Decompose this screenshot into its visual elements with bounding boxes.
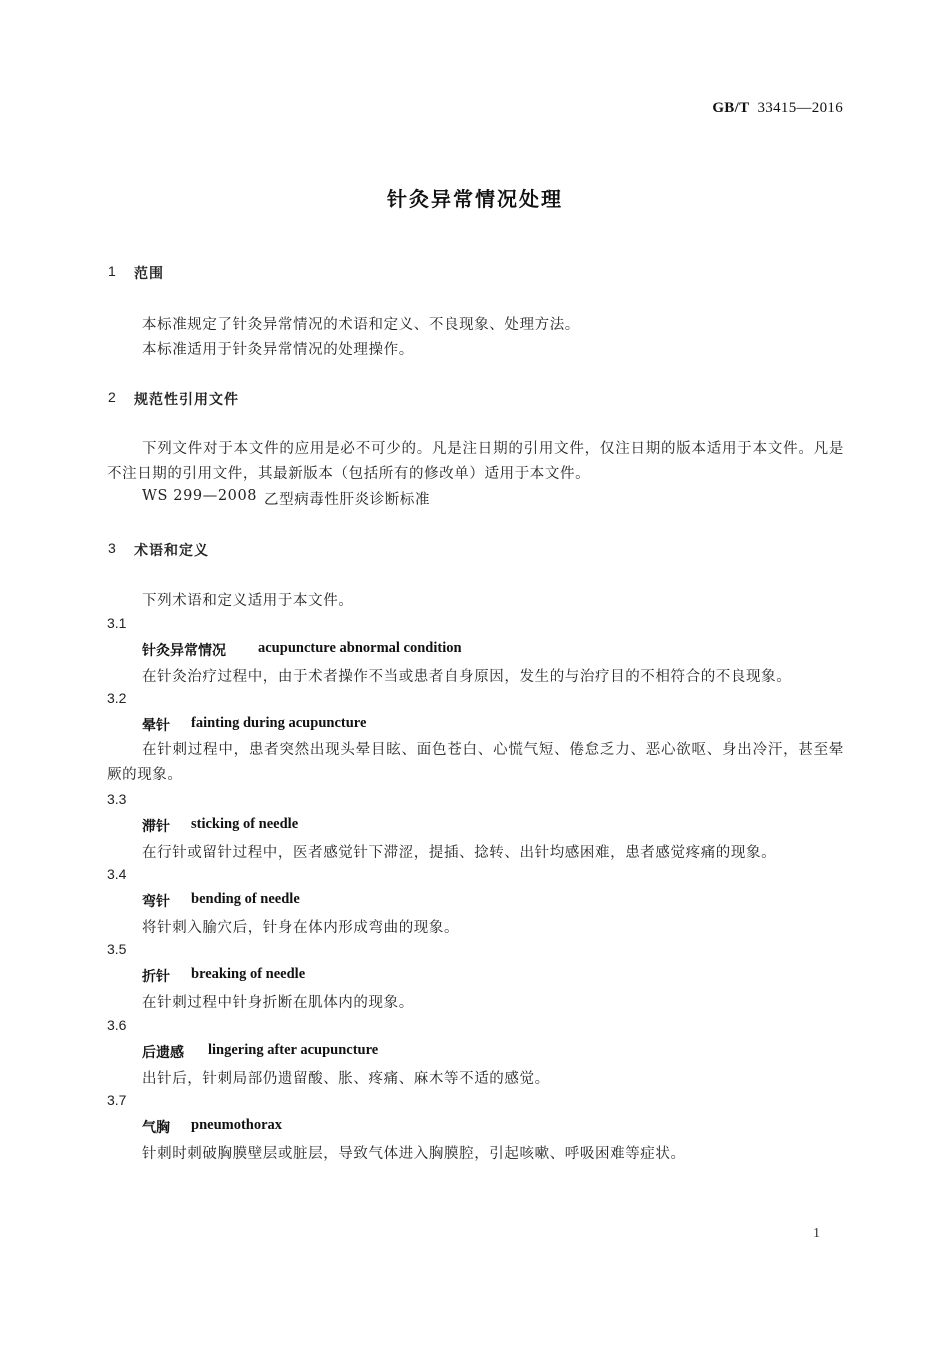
term-definition: 出针后，针刺局部仍遗留酸、胀、疼痛、麻木等不适的感觉。: [142, 1071, 550, 1087]
document-title: 针灸异常情况处理: [387, 187, 563, 211]
term-english: lingering after acupuncture: [208, 1042, 379, 1058]
term-chinese: 晕针: [142, 718, 170, 734]
body-line: 下列术语和定义适用于本文件。: [142, 593, 354, 609]
body-line: 本标准适用于针灸异常情况的处理操作。: [142, 342, 414, 358]
section-number: 2: [108, 389, 116, 405]
term-english: sticking of needle: [191, 816, 299, 832]
term-english: bending of needle: [191, 891, 300, 907]
standard-code: 33415—2016: [757, 100, 843, 116]
term-chinese: 针灸异常情况: [142, 643, 226, 659]
term-definition: 在针刺过程中，患者突然出现头晕目眩、面色苍白、心慌气短、倦怠乏力、恶心欲呕、身出冷汗，甚至晕厥的现象。: [107, 742, 844, 783]
section-title: 术语和定义: [134, 543, 209, 559]
term-definition: 在针刺过程中针身折断在肌体内的现象。: [142, 995, 414, 1011]
term-chinese: 弯针: [142, 894, 170, 910]
reference-code: WS 299—2008: [142, 488, 258, 504]
term-chinese: 滞针: [142, 819, 170, 835]
reference-name: 乙型病毒性肝炎诊断标准: [264, 492, 431, 508]
term-definition: 将针刺入腧穴后，针身在体内形成弯曲的现象。: [142, 920, 460, 936]
section-title: 范围: [134, 266, 164, 282]
standard-number: [712, 100, 843, 117]
term-number: 3.5: [107, 941, 127, 957]
term-english: pneumothorax: [191, 1117, 283, 1133]
page-number: 1: [813, 1226, 820, 1241]
section-number: 1: [108, 263, 116, 279]
term-number: 3.1: [107, 615, 127, 631]
body-paragraph: 下列文件对于本文件的应用是必不可少的。凡是注日期的引用文件，仅注日期的版本适用于本文件。凡是不注日期的引用文件，其最新版本（包括所有的修改单）适用于本文件。: [107, 441, 844, 482]
section-number: 3: [108, 540, 116, 556]
term-chinese: 气胸: [142, 1120, 170, 1136]
term-definition: 在行针或留针过程中，医者感觉针下滞涩，提插、捻转、出针均感困难，患者感觉疼痛的现象。: [142, 845, 777, 861]
term-number: 3.6: [107, 1017, 127, 1033]
term-definition: 在针灸治疗过程中，由于术者操作不当或患者自身原因，发生的与治疗目的不相符合的不良现象。: [142, 669, 792, 685]
standard-prefix: GB/T: [712, 100, 750, 116]
term-chinese: 后遗感: [142, 1045, 184, 1061]
term-number: 3.4: [107, 866, 127, 882]
term-number: 3.7: [107, 1092, 127, 1108]
term-english: acupuncture abnormal condition: [258, 640, 462, 656]
term-english: breaking of needle: [191, 966, 306, 982]
term-chinese: 折针: [142, 969, 170, 985]
term-number: 3.3: [107, 791, 127, 807]
body-line: 本标准规定了针灸异常情况的术语和定义、不良现象、处理方法。: [142, 317, 580, 333]
term-number: 3.2: [107, 690, 127, 706]
term-english: fainting during acupuncture: [191, 715, 367, 731]
term-definition: 针刺时刺破胸膜壁层或脏层，导致气体进入胸膜腔，引起咳嗽、呼吸困难等症状。: [142, 1146, 686, 1162]
section-title: 规范性引用文件: [134, 392, 239, 408]
